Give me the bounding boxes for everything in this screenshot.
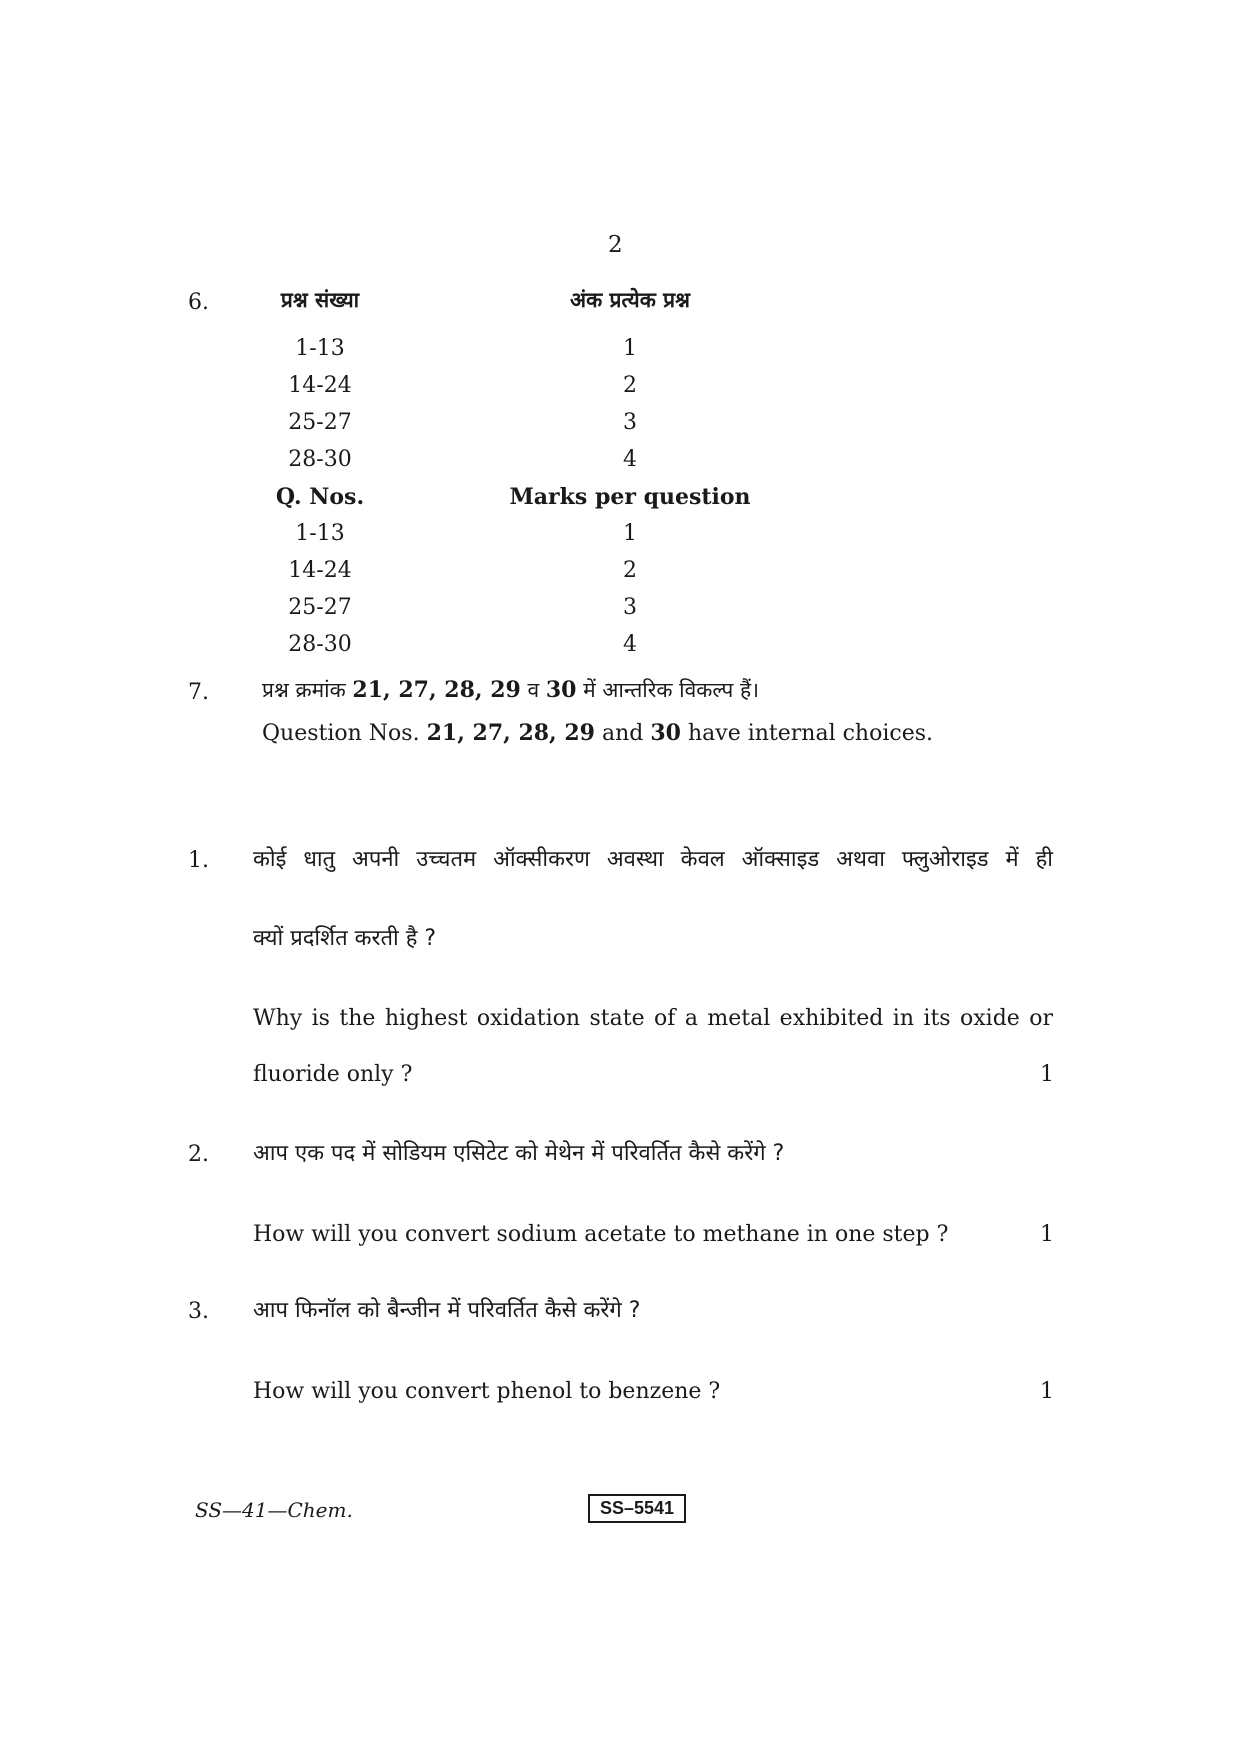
table-row-qnos: 28-30 xyxy=(288,632,352,657)
instruction-7-english xyxy=(262,720,933,746)
english-text: and xyxy=(595,721,651,746)
question-3-english: How will you convert phenol to benzene ? xyxy=(253,1379,721,1404)
hindi-header-qnos: प्रश्न संख्या xyxy=(280,288,360,312)
question-2-hindi: आप एक पद में सोडियम एसिटेट को मेथेन में परिवर्तित कैसे करेंगे ? xyxy=(253,1141,785,1166)
question-numbers: 30 xyxy=(650,720,681,746)
question-3-marks: 1 xyxy=(1040,1379,1054,1404)
table-row-qnos: 25-27 xyxy=(288,410,352,435)
english-text: Question Nos. xyxy=(262,721,427,746)
question-3-number: 3. xyxy=(188,1299,209,1324)
page-number: 2 xyxy=(608,232,623,258)
question-1-english-line2: fluoride only ? xyxy=(253,1062,413,1087)
question-2-number: 2. xyxy=(188,1142,209,1167)
table-row-qnos: 1-13 xyxy=(295,521,345,546)
question-numbers: 21, 27, 28, 29 xyxy=(426,720,595,746)
question-1-hindi-line2: क्यों प्रदर्शित करती है ? xyxy=(253,926,437,951)
table-row-marks: 3 xyxy=(623,410,637,435)
question-1-hindi-line1: कोई धातु अपनी उच्चतम ऑक्सीकरण अवस्था केवल ऑक्साइड अथवा फ्लुओराइड में ही xyxy=(253,847,1053,872)
hindi-text: में आन्तरिक विकल्प हैं। xyxy=(576,678,760,702)
question-1-marks: 1 xyxy=(1040,1062,1054,1087)
table-row-qnos: 14-24 xyxy=(288,558,352,583)
table-row-marks: 1 xyxy=(623,336,637,361)
footer-series-code: SS–5541 xyxy=(588,1494,686,1523)
instruction-7-hindi xyxy=(262,676,759,704)
table-row-marks: 2 xyxy=(623,558,637,583)
instruction-6-number: 6. xyxy=(188,290,209,315)
table-row-qnos: 1-13 xyxy=(295,336,345,361)
table-row-marks: 3 xyxy=(623,595,637,620)
table-row-marks: 1 xyxy=(623,521,637,546)
question-2-marks: 1 xyxy=(1040,1222,1054,1247)
instruction-7-number: 7. xyxy=(188,680,209,705)
question-numbers: 21, 27, 28, 29 xyxy=(352,677,521,703)
question-numbers: 30 xyxy=(545,677,577,703)
table-row-qnos: 25-27 xyxy=(288,595,352,620)
english-header-marks: Marks per question xyxy=(509,484,751,510)
english-text: have internal choices. xyxy=(680,721,933,746)
hindi-text: प्रश्न क्रमांक xyxy=(262,678,353,702)
footer-paper-code: SS—41—Chem. xyxy=(195,1498,353,1522)
question-1-english-line1: Why is the highest oxidation state of a metal exhibited in its oxide or xyxy=(253,1006,1053,1031)
question-2-english: How will you convert sodium acetate to methane in one step ? xyxy=(253,1222,949,1247)
table-row-qnos: 14-24 xyxy=(288,373,352,398)
question-1-number: 1. xyxy=(188,848,209,873)
english-header-qnos: Q. Nos. xyxy=(275,484,365,510)
table-row-marks: 4 xyxy=(623,632,637,657)
table-row-marks: 2 xyxy=(623,373,637,398)
hindi-header-marks: अंक प्रत्येक प्रश्न xyxy=(570,288,690,312)
table-row-marks: 4 xyxy=(623,447,637,472)
question-3-hindi: आप फिनॉल को बैन्जीन में परिवर्तित कैसे करेंगे ? xyxy=(253,1298,641,1323)
hindi-text: व xyxy=(520,678,546,702)
table-row-qnos: 28-30 xyxy=(288,447,352,472)
